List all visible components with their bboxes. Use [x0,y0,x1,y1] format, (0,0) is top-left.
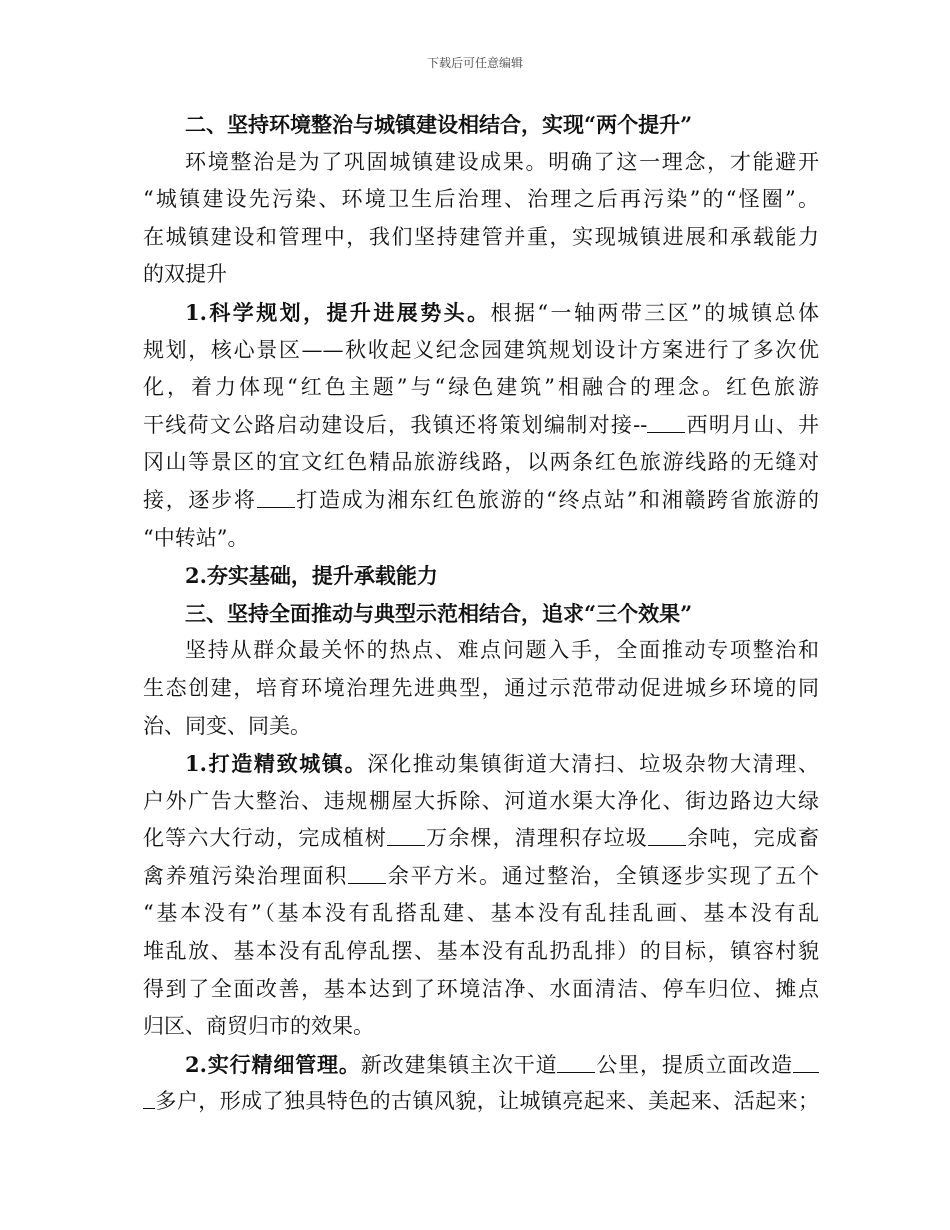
paragraph-line: 归区、商贸归市的效果。 [143,1014,374,1039]
paragraph-line: 冈山等景区的宜文红色精品旅游线路，以两条红色旅游线路的无缝对 [143,450,819,475]
paragraph-line: 规划，核心景区——秋收起义纪念园建筑规划设计方案进行了多次优 [143,337,819,362]
paragraph-line: “基本没有”（基本没有乱搭乱建、基本没有乱挂乱画、基本没有乱 [143,901,819,926]
blank-underline [387,822,425,846]
blank-underline [143,1085,155,1109]
blank-underline [793,1049,819,1073]
paragraph-line: 接，逐步将 打造成为湘东红色旅游的“终点站”和湘赣跨省旅游的 [143,482,819,520]
section-heading: 二、坚持环境整治与城镇建设相结合，实现“两个提升” [185,112,693,137]
item-title: 1.打造精致城镇。 [185,751,368,777]
blank-underline [257,484,295,508]
item-title: 1.科学规划，提升进展势头。 [185,299,491,325]
blank-underline [647,409,685,433]
blank-underline [648,822,686,846]
paragraph-line: “中转站”。 [143,525,249,550]
paragraph-line: 治、同变、同美。 [143,713,311,738]
paragraph-line: 多户，形成了独具特色的古镇风貌，让城镇亮起来、美起来、活起来； [143,1083,819,1121]
paragraph-line: 生态创建，培育环境治理先进典型，通过示范带动促进城乡环境的同 [143,675,819,700]
paragraph-line: 堆乱放、基本没有乱停乱摆、基本没有乱扔乱排）的目标，镇容村貌 [143,939,819,964]
section-heading: 三、坚持全面推动与典型示范相结合，追求“三个效果” [185,600,693,626]
paragraph-line: 在城镇建设和管理中，我们坚持建管并重，实现城镇进展和承载能力 [143,224,819,249]
paragraph-line: 1.打造精致城镇。深化推动集镇街道大清扫、垃圾杂物大清理、 [185,751,819,777]
paragraph-line: 2.实行精细管理。新改建集镇主次干道 公里，提质立面改造 [143,1046,819,1084]
paragraph-line: “城镇建设先污染、环境卫生后治理、治理之后再污染”的“怪圈”。 [143,187,819,212]
blank-underline [557,1049,595,1073]
paragraph-line: 1.科学规划，提升进展势头。根据“一轴两带三区”的城镇总体 [185,299,819,325]
paragraph-line: 环境整治是为了巩固城镇建设成果。明确了这一理念，才能避开 [185,149,819,174]
paragraph-line: 化等六大行动，完成植树 万余棵，清理积存垃圾 余吨，完成畜 [143,820,819,858]
paragraph-line: 禽养殖污染治理面积 余平方米。通过整治，全镇逐步实现了五个 [143,858,819,896]
item-title: 2.实行精细管理。 [185,1051,361,1077]
paragraph-line: 干线荷文公路启动建设后，我镇还将策划编制对接-- 西明月山、井 [143,407,819,445]
paragraph-line: 户外广告大整治、违规棚屋大拆除、河道水渠大净化、街边路边大绿 [143,788,819,813]
paragraph-line: 的双提升 [143,262,227,287]
document-body [143,106,819,1121]
item-title: 2.夯实基础，提升承载能力 [185,563,438,589]
paragraph-line: 化，着力体现“红色主题”与“绿色建筑”相融合的理念。红色旅游 [143,375,819,400]
page-header: 下载后可任意编辑 [426,56,523,70]
paragraph-line: 坚持从群众最关怀的热点、难点问题入手，全面推动专项整治和 [185,638,819,663]
blank-underline [348,860,386,884]
paragraph-line: 得到了全面改善，基本达到了环境洁净、水面清洁、停车归位、摊点 [143,976,819,1001]
